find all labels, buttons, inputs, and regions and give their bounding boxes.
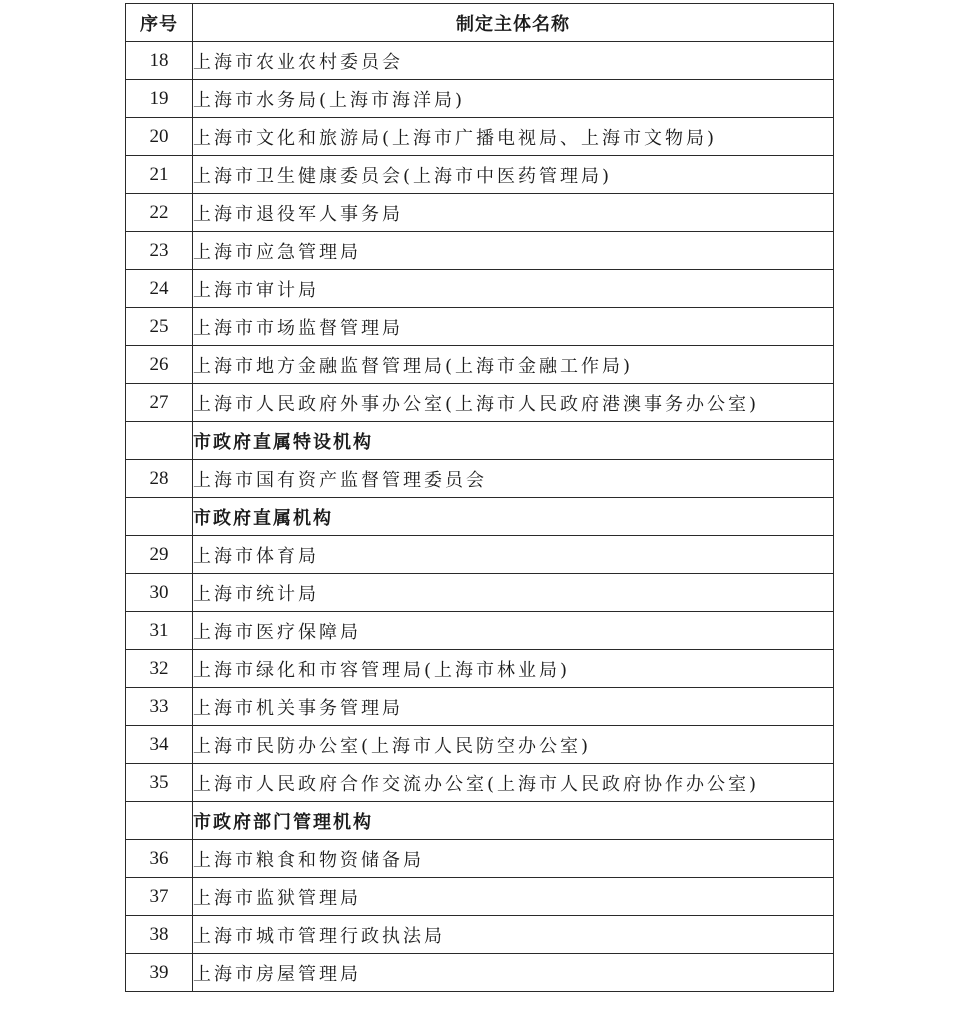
entity-name: 上海市粮食和物资储备局	[193, 840, 834, 878]
row-number: 32	[126, 650, 193, 688]
entity-name: 上海市卫生健康委员会(上海市中医药管理局)	[193, 156, 834, 194]
table-row	[126, 612, 834, 650]
row-number	[126, 498, 193, 536]
row-number: 38	[126, 916, 193, 954]
table-row	[126, 384, 834, 422]
row-number: 27	[126, 384, 193, 422]
row-number: 37	[126, 878, 193, 916]
row-number: 33	[126, 688, 193, 726]
header-name: 制定主体名称	[193, 4, 834, 42]
section-title: 市政府直属机构	[193, 498, 834, 536]
table-row	[126, 156, 834, 194]
row-number: 22	[126, 194, 193, 232]
section-title: 市政府部门管理机构	[193, 802, 834, 840]
row-number: 24	[126, 270, 193, 308]
entity-name: 上海市退役军人事务局	[193, 194, 834, 232]
entity-name: 上海市地方金融监督管理局(上海市金融工作局)	[193, 346, 834, 384]
entity-name: 上海市市场监督管理局	[193, 308, 834, 346]
table-header-row	[126, 4, 834, 42]
table-row	[126, 536, 834, 574]
row-number: 23	[126, 232, 193, 270]
section-title: 市政府直属特设机构	[193, 422, 834, 460]
entity-name: 上海市统计局	[193, 574, 834, 612]
table-row	[126, 80, 834, 118]
entity-name: 上海市应急管理局	[193, 232, 834, 270]
table-row	[126, 954, 834, 992]
row-number: 25	[126, 308, 193, 346]
entity-name: 上海市机关事务管理局	[193, 688, 834, 726]
row-number: 26	[126, 346, 193, 384]
section-header-row	[126, 498, 834, 536]
table-row	[126, 650, 834, 688]
entity-name: 上海市人民政府外事办公室(上海市人民政府港澳事务办公室)	[193, 384, 834, 422]
entity-name: 上海市农业农村委员会	[193, 42, 834, 80]
row-number: 39	[126, 954, 193, 992]
row-number: 35	[126, 764, 193, 802]
table-body	[126, 42, 834, 992]
table-row	[126, 574, 834, 612]
table-row	[126, 270, 834, 308]
entity-name: 上海市国有资产监督管理委员会	[193, 460, 834, 498]
row-number: 20	[126, 118, 193, 156]
section-header-row	[126, 422, 834, 460]
row-number: 19	[126, 80, 193, 118]
table-row	[126, 194, 834, 232]
row-number: 29	[126, 536, 193, 574]
entity-name: 上海市文化和旅游局(上海市广播电视局、上海市文物局)	[193, 118, 834, 156]
row-number: 36	[126, 840, 193, 878]
table-row	[126, 232, 834, 270]
entity-name: 上海市医疗保障局	[193, 612, 834, 650]
row-number	[126, 422, 193, 460]
table-row	[126, 460, 834, 498]
entity-name: 上海市体育局	[193, 536, 834, 574]
section-header-row	[126, 802, 834, 840]
entity-name: 上海市审计局	[193, 270, 834, 308]
header-no: 序号	[126, 4, 193, 42]
row-number: 31	[126, 612, 193, 650]
entity-name: 上海市水务局(上海市海洋局)	[193, 80, 834, 118]
table-row	[126, 726, 834, 764]
row-number: 28	[126, 460, 193, 498]
table-row	[126, 878, 834, 916]
entity-name: 上海市监狱管理局	[193, 878, 834, 916]
entity-name: 上海市民防办公室(上海市人民防空办公室)	[193, 726, 834, 764]
entity-name: 上海市城市管理行政执法局	[193, 916, 834, 954]
entity-table	[125, 3, 834, 992]
table-row	[126, 764, 834, 802]
table-row	[126, 118, 834, 156]
row-number: 18	[126, 42, 193, 80]
table-row	[126, 308, 834, 346]
table-row	[126, 840, 834, 878]
row-number: 34	[126, 726, 193, 764]
entity-name: 上海市房屋管理局	[193, 954, 834, 992]
row-number	[126, 802, 193, 840]
row-number: 21	[126, 156, 193, 194]
table-row	[126, 916, 834, 954]
table-row	[126, 346, 834, 384]
entity-name: 上海市人民政府合作交流办公室(上海市人民政府协作办公室)	[193, 764, 834, 802]
row-number: 30	[126, 574, 193, 612]
table-row	[126, 42, 834, 80]
entity-name: 上海市绿化和市容管理局(上海市林业局)	[193, 650, 834, 688]
table-row	[126, 688, 834, 726]
